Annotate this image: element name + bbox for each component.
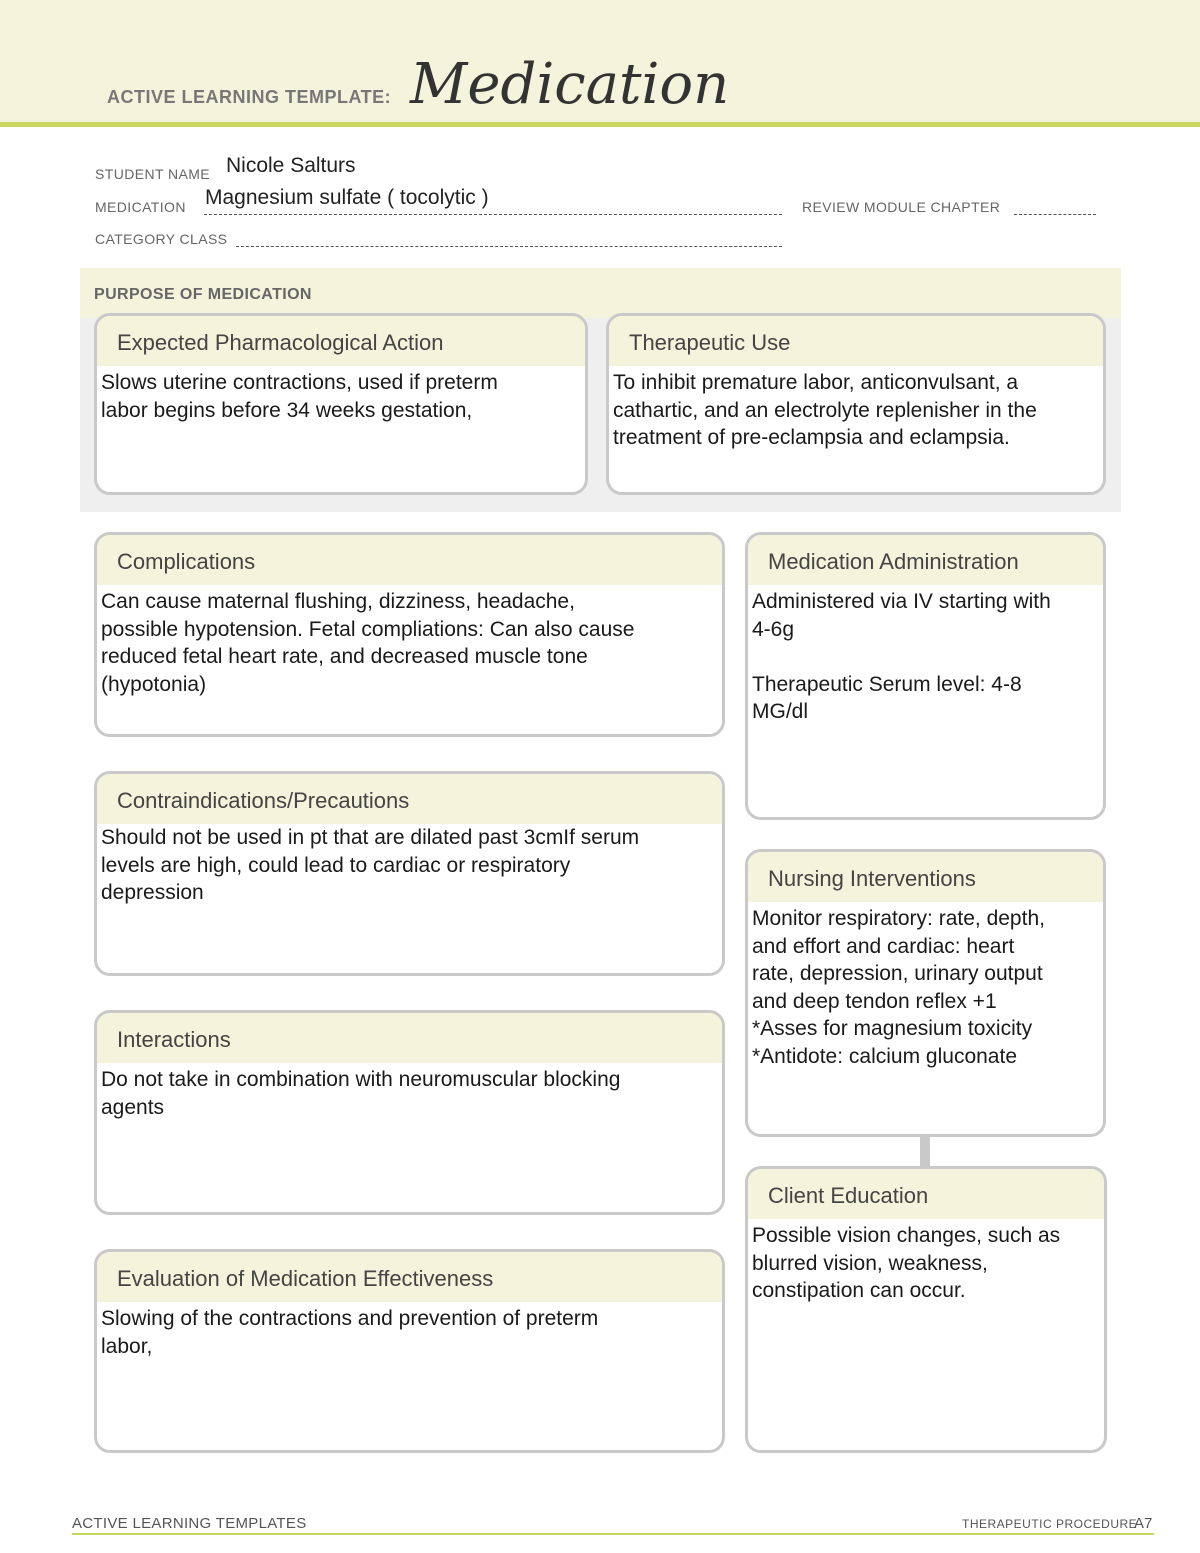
footer-divider [72, 1533, 1154, 1535]
contraindications-text[interactable]: Should not be used in pt that are dilated past 3cmIf serum levels are high, could lead to cardiac or respiratory depression [101, 826, 640, 904]
expected-action-text[interactable]: Slows uterine contractions, used if preterm labor begins before 34 weeks gestation, [101, 371, 498, 422]
contraindications-box [94, 771, 725, 976]
nursing-interventions-box [745, 849, 1106, 1137]
evaluation-box [94, 1249, 725, 1453]
student-name-field[interactable]: Nicole Salturs [226, 154, 356, 177]
review-module-field[interactable] [1014, 214, 1096, 215]
client-education-box [745, 1166, 1107, 1453]
client-education-title: Client Education [748, 1169, 1104, 1219]
review-module-label: REVIEW MODULE CHAPTER [802, 199, 1001, 215]
medication-field[interactable]: Magnesium sulfate ( tocolytic ) [205, 186, 489, 209]
footer-right-label: THERAPEUTIC PROCEDURE [962, 1517, 1138, 1531]
box-connector [920, 1136, 930, 1166]
interactions-text[interactable]: Do not take in combination with neuromuscular blocking agents [101, 1068, 621, 1119]
page-title: Medication [410, 52, 730, 117]
page-number: A7 [1134, 1515, 1153, 1532]
medication-label: MEDICATION [95, 199, 186, 215]
evaluation-text[interactable]: Slowing of the contractions and prevention of preterm labor, [101, 1307, 599, 1358]
complications-text[interactable]: Can cause maternal flushing, dizziness, headache, possible hypotension. Fetal compliations: Can also cause reduced fetal heart rate, and decreased muscle tone (hypotonia) [101, 590, 635, 696]
medication-administration-box [745, 532, 1106, 820]
therapeutic-use-box [606, 313, 1106, 495]
nursing-interventions-title: Nursing Interventions [748, 852, 1103, 902]
category-class-field[interactable] [236, 246, 782, 247]
complications-title: Complications [97, 535, 722, 585]
medication-administration-text[interactable]: Administered via IV starting with 4-6g Therapeutic Serum level: 4-8 MG/dl [752, 590, 1051, 723]
category-class-label: CATEGORY CLASS [95, 231, 228, 247]
interactions-box [94, 1010, 725, 1215]
purpose-label: PURPOSE OF MEDICATION [94, 286, 312, 303]
expected-action-box [94, 313, 588, 495]
therapeutic-use-text[interactable]: To inhibit premature labor, anticonvulsant, a cathartic, and an electrolyte replenisher in the treatment of pre-eclampsia and eclampsia. [613, 371, 1037, 449]
therapeutic-use-title: Therapeutic Use [609, 316, 1103, 366]
footer-left-label: ACTIVE LEARNING TEMPLATES [72, 1515, 307, 1532]
student-name-label: STUDENT NAME [95, 166, 210, 182]
complications-box [94, 532, 725, 737]
medication-line [204, 214, 782, 215]
interactions-title: Interactions [97, 1013, 722, 1063]
nursing-interventions-text[interactable]: Monitor respiratory: rate, depth, and effort and cardiac: heart rate, depression, urinary output and deep tendon reflex +1 *Asses for magnesium toxicity *Antidote: calcium gluconate [752, 907, 1045, 1068]
evaluation-title: Evaluation of Medication Effectiveness [97, 1252, 722, 1302]
contraindications-title: Contraindications/Precautions [97, 774, 722, 824]
client-education-text[interactable]: Possible vision changes, such as blurred vision, weakness, constipation can occur. [752, 1224, 1061, 1302]
template-label: ACTIVE LEARNING TEMPLATE: [107, 87, 392, 107]
expected-action-title: Expected Pharmacological Action [97, 316, 585, 366]
medication-administration-title: Medication Administration [748, 535, 1103, 585]
